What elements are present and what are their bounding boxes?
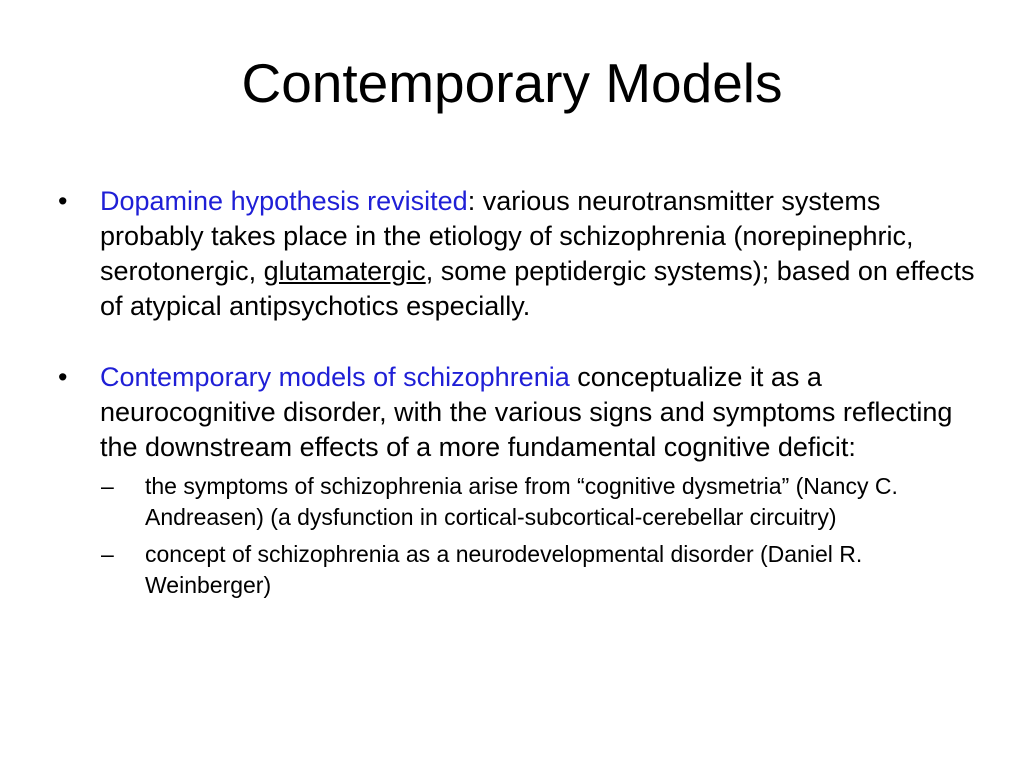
bullet-marker: • (58, 186, 68, 216)
sub-bullet-item (101, 471, 976, 533)
slide-body (56, 184, 976, 601)
slide-title: Contemporary Models (241, 52, 783, 114)
bullet-text: conceptualize it as a neurocognitive disorder, with the various signs and symptoms reflecting the downstream effects of a more fundamental cognitive deficit: (100, 362, 953, 462)
bullet-marker: • (58, 362, 68, 392)
bullet-item (56, 360, 976, 601)
highlighted-term: Contemporary models of schizophrenia (100, 362, 570, 392)
bullet-item (56, 184, 976, 324)
bullet-text: : various neurotransmitter systems probably takes place in the etiology of schizophrenia (norepinephric, serotonergic, (100, 186, 914, 286)
sub-bullet-text: the symptoms of schizophrenia arise from “cognitive dysmetria” (Nancy C. Andreasen) (a dysfunction in cortical-subcortical-cerebellar circuitry) (145, 473, 898, 530)
sub-list (100, 471, 976, 601)
sub-bullet-marker: – (101, 541, 114, 567)
sub-bullet-item (101, 539, 976, 601)
bullet-text: , some peptidergic systems); based on effects of atypical antipsychotics especially. (100, 256, 975, 321)
sub-bullet-text: concept of schizophrenia as a neurodevelopmental disorder (Daniel R. Weinberger) (145, 541, 863, 598)
highlighted-term: Dopamine hypothesis revisited (100, 186, 468, 216)
underlined-term: glutamatergic (263, 256, 426, 286)
sub-bullet-marker: – (101, 473, 114, 499)
